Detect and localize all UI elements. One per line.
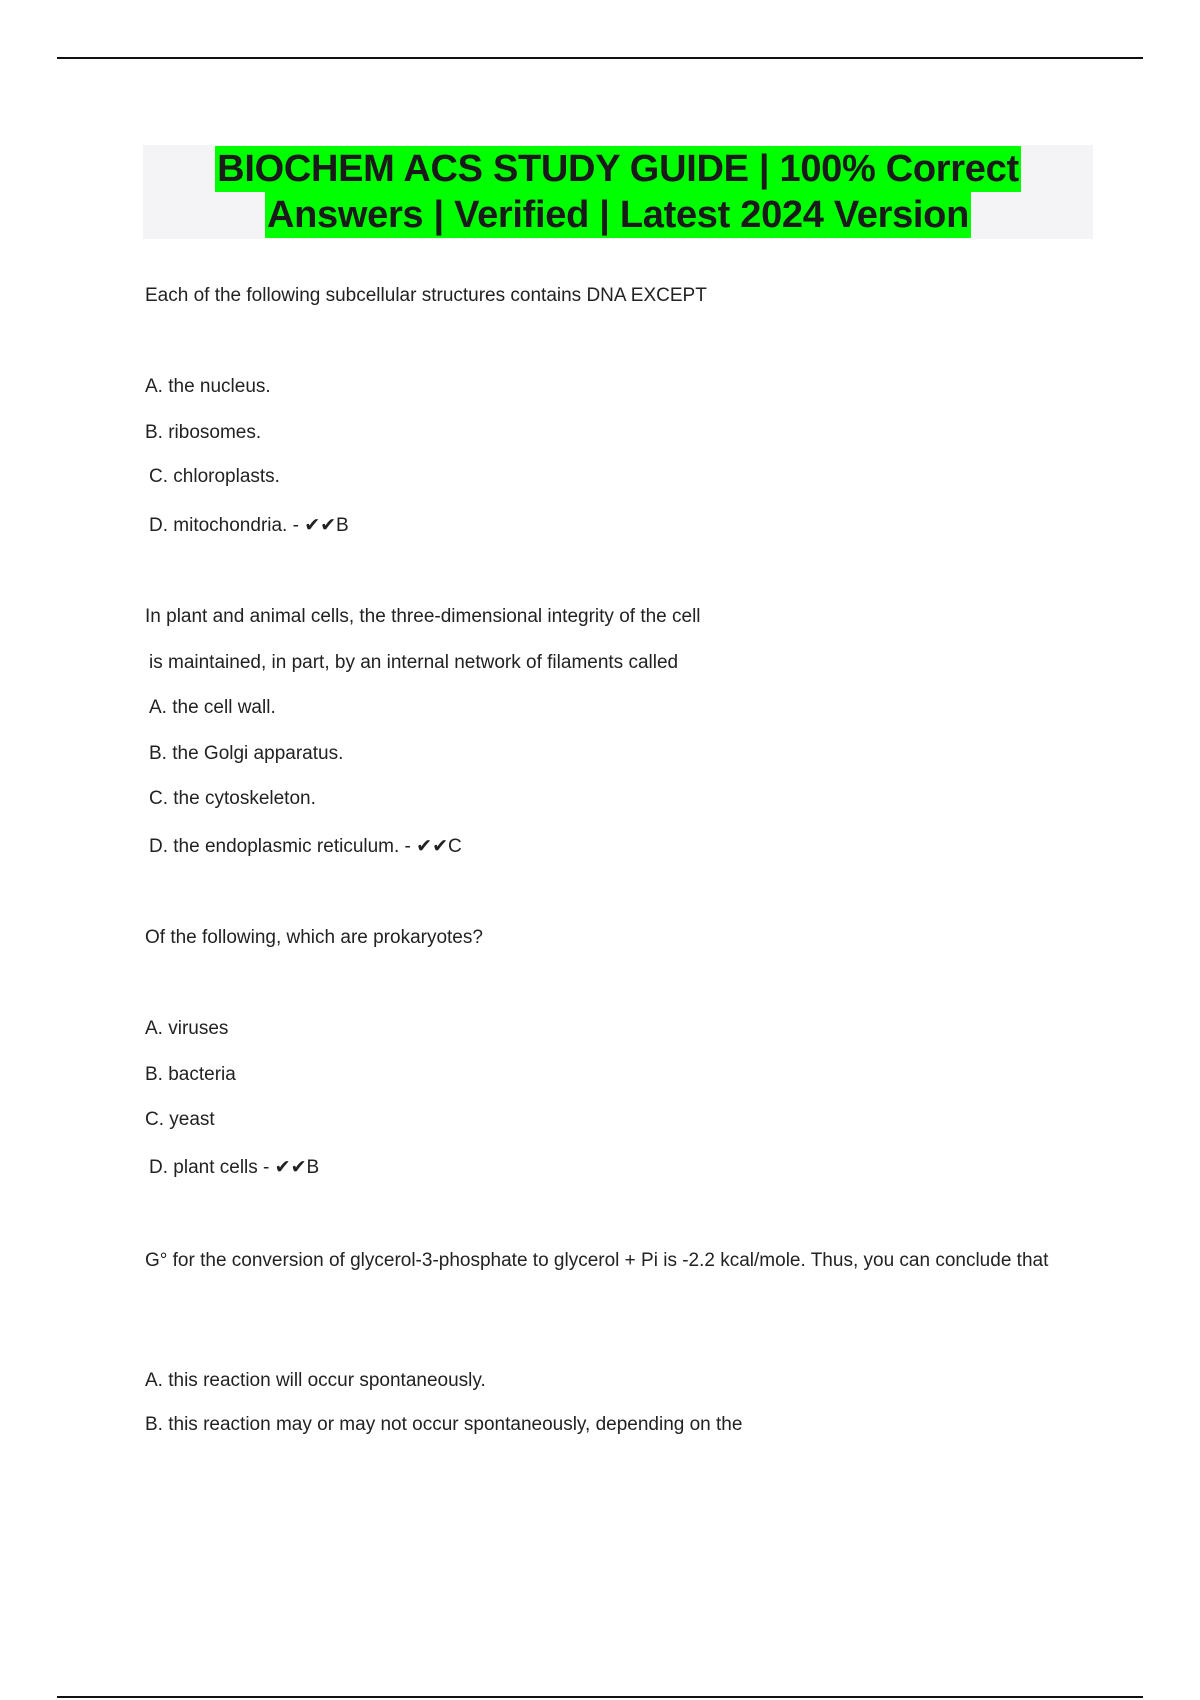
title-line-1: BIOCHEM ACS STUDY GUIDE | 100% Correct	[217, 148, 1019, 190]
question-2-option-d-answer: D. the endoplasmic reticulum. - ✔✔C	[149, 836, 462, 857]
question-4-stem: G° for the conversion of glycerol-3-phosphate to glycerol + Pi is -2.2 kcal/mole. Thus, you can conclude that	[145, 1250, 1049, 1271]
question-2-option-a: A. the cell wall.	[149, 697, 276, 718]
question-3-option-d-answer: D. plant cells - ✔✔B	[149, 1157, 320, 1178]
question-1-option-c: C. chloroplasts.	[149, 466, 280, 487]
question-2-stem-line-1: In plant and animal cells, the three-dimensional integrity of the cell	[145, 606, 701, 627]
question-3-option-b: B. bacteria	[145, 1064, 236, 1085]
header-rule	[57, 57, 1143, 59]
question-4-option-b: B. this reaction may or may not occur spontaneously, depending on the	[145, 1414, 743, 1435]
question-1-option-d-answer: D. mitochondria. - ✔✔B	[149, 515, 349, 536]
title-line-2: Answers | Verified | Latest 2024 Version	[266, 194, 970, 236]
question-3-stem: Of the following, which are prokaryotes?	[145, 927, 483, 948]
question-3-option-a: A. viruses	[145, 1018, 229, 1039]
question-1-option-a: A. the nucleus.	[145, 376, 271, 397]
footer-rule	[57, 1696, 1143, 1698]
question-4-option-a: A. this reaction will occur spontaneously.	[145, 1370, 486, 1391]
question-3-option-c: C. yeast	[145, 1109, 215, 1130]
question-1-stem: Each of the following subcellular structures contains DNA EXCEPT	[145, 285, 707, 306]
question-2-stem-line-2: is maintained, in part, by an internal network of filaments called	[149, 652, 679, 673]
question-1-option-b: B. ribosomes.	[145, 422, 262, 443]
document-title	[143, 145, 1093, 239]
question-2-option-b: B. the Golgi apparatus.	[149, 743, 344, 764]
question-2-option-c: C. the cytoskeleton.	[149, 788, 316, 809]
